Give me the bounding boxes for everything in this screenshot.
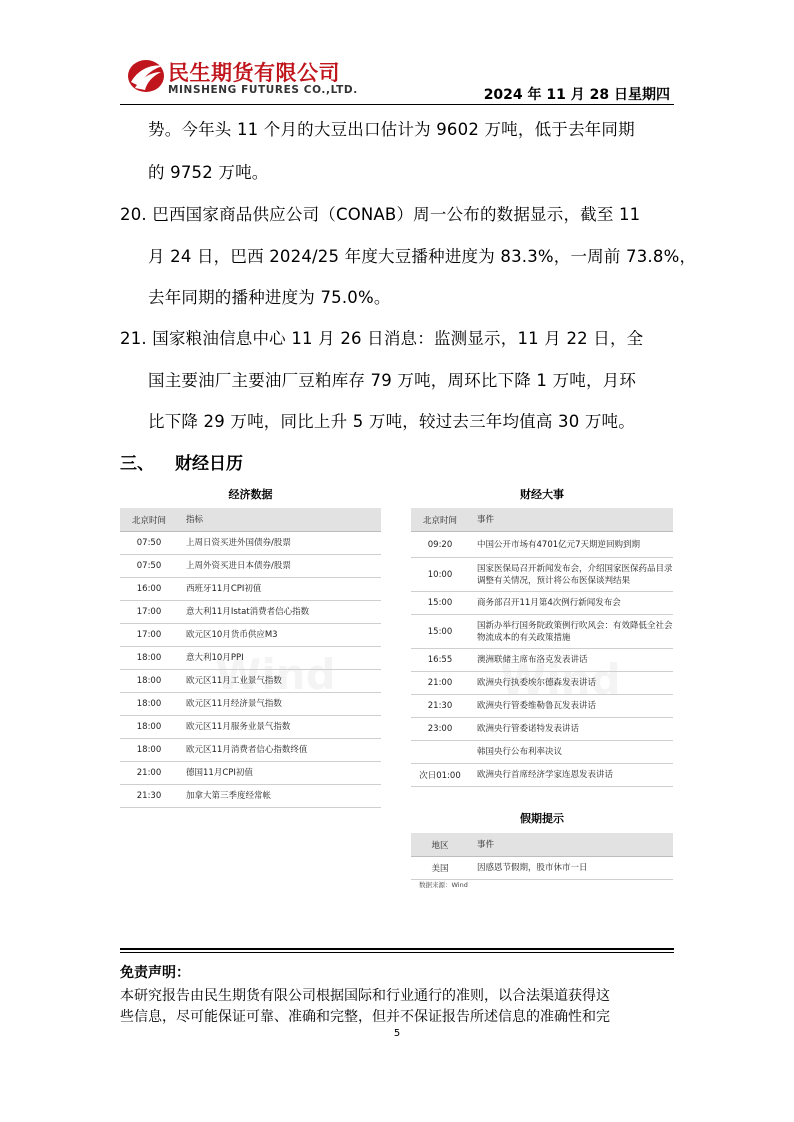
item-cell: 意大利10月PPI bbox=[178, 647, 381, 670]
column-header: 指标 bbox=[178, 508, 381, 532]
time-cell: 18:00 bbox=[120, 693, 178, 716]
item-cell: 欧洲央行管委维勒鲁瓦发表讲话 bbox=[469, 695, 673, 718]
table-row bbox=[411, 672, 673, 695]
disclaimer-text-line: 些信息，尽可能保证可靠、准确和完整，但并不保证报告所述信息的准确性和完 bbox=[120, 1009, 610, 1025]
logo-company-name: 民生期货有限公司 bbox=[168, 61, 340, 85]
column-header: 事件 bbox=[469, 833, 673, 857]
table-row bbox=[411, 592, 673, 615]
time-cell: 16:55 bbox=[411, 649, 469, 672]
table-row bbox=[120, 647, 381, 670]
item-cell: 欧洲央行执委埃尔德森发表讲话 bbox=[469, 672, 673, 695]
time-cell: 07:50 bbox=[120, 555, 178, 578]
body-text-line: 去年同期的播种进度为 75.0%。 bbox=[148, 288, 391, 307]
table-header-row bbox=[411, 508, 673, 532]
item-cell: 欧元区11月服务业景气指数 bbox=[178, 716, 381, 739]
item-cell: 国家医保局召开新闻发布会，介绍国家医保药品目录调整有关情况，预计将公布医保谈判结果 bbox=[469, 558, 673, 592]
body-text-line: 国主要油厂主要油厂豆粕库存 79 万吨，周环比下降 1 万吨，月环 bbox=[148, 371, 637, 390]
time-cell: 21:30 bbox=[411, 695, 469, 718]
table-row bbox=[411, 695, 673, 718]
table-row bbox=[411, 764, 673, 787]
section-heading bbox=[120, 449, 243, 474]
list-item-20: 20. 巴西国家商品供应公司（CONAB）周一公布的数据显示，截至 11 bbox=[120, 205, 641, 224]
time-cell: 18:00 bbox=[120, 670, 178, 693]
data-source-note: 数据来源：Wind bbox=[419, 881, 468, 889]
header-divider bbox=[120, 104, 674, 105]
table-row bbox=[120, 785, 381, 808]
body-text-line: 的 9752 万吨。 bbox=[148, 163, 269, 182]
time-cell bbox=[411, 741, 469, 764]
body-text-line: 比下降 29 万吨，同比上升 5 万吨，较过去三年均值高 30 万吨。 bbox=[148, 412, 635, 431]
disclaimer-title: 免责声明： bbox=[120, 965, 190, 981]
item-cell: 欧元区11月经济景气指数 bbox=[178, 693, 381, 716]
holiday-table bbox=[411, 833, 673, 880]
table-row bbox=[120, 578, 381, 601]
company-logo-icon bbox=[127, 58, 165, 94]
time-cell: 21:00 bbox=[411, 672, 469, 695]
item-cell: 商务部召开11月第4次例行新闻发布会 bbox=[469, 592, 673, 615]
table-row bbox=[411, 558, 673, 592]
table-row bbox=[411, 857, 673, 880]
table-row bbox=[120, 555, 381, 578]
logo-company-name-en: MINSHENG FUTURES CO.,LTD. bbox=[168, 84, 358, 96]
section-title: 财经日历 bbox=[175, 454, 243, 474]
item-cell: 德国11月CPI初值 bbox=[178, 762, 381, 785]
table-row bbox=[120, 624, 381, 647]
economic-data-table bbox=[120, 508, 381, 808]
item-cell: 中国公开市场有4701亿元7天期逆回购到期 bbox=[469, 532, 673, 558]
time-cell: 23:00 bbox=[411, 718, 469, 741]
table-row bbox=[411, 741, 673, 764]
table-row bbox=[411, 718, 673, 741]
item-cell: 欧元区11月消费者信心指数终值 bbox=[178, 739, 381, 762]
time-cell: 15:00 bbox=[411, 592, 469, 615]
table-row bbox=[120, 739, 381, 762]
time-cell: 美国 bbox=[411, 857, 469, 880]
list-item-21: 21. 国家粮油信息中心 11 月 26 日消息：监测显示，11 月 22 日，全 bbox=[120, 329, 644, 348]
time-cell: 次日01:00 bbox=[411, 764, 469, 787]
report-date: 2024 年 11 月 28 日星期四 bbox=[483, 87, 670, 103]
item-cell: 意大利11月Istat消费者信心指数 bbox=[178, 601, 381, 624]
time-cell: 18:00 bbox=[120, 739, 178, 762]
body-text-line: 月 24 日，巴西 2024/25 年度大豆播种进度为 83.3%，一周前 73.8%， bbox=[148, 247, 697, 266]
table-row bbox=[120, 532, 381, 555]
time-cell: 10:00 bbox=[411, 558, 469, 592]
item-cell: 欧洲央行管委诺特发表讲话 bbox=[469, 718, 673, 741]
time-cell: 21:00 bbox=[120, 762, 178, 785]
table-row bbox=[120, 716, 381, 739]
table-header-row bbox=[411, 833, 673, 857]
time-cell: 17:00 bbox=[120, 601, 178, 624]
table-header-row bbox=[120, 508, 381, 532]
disclaimer-text-line: 本研究报告由民生期货有限公司根据国际和行业通行的准则，以合法渠道获得这 bbox=[120, 988, 610, 1004]
column-header: 北京时间 bbox=[120, 508, 178, 532]
item-cell: 上周外资买进日本债券/股票 bbox=[178, 555, 381, 578]
table-row bbox=[411, 532, 673, 558]
table-row bbox=[411, 615, 673, 649]
time-cell: 15:00 bbox=[411, 615, 469, 649]
time-cell: 18:00 bbox=[120, 647, 178, 670]
column-header: 北京时间 bbox=[411, 508, 469, 532]
time-cell: 18:00 bbox=[120, 716, 178, 739]
table-row bbox=[120, 601, 381, 624]
item-cell: 上周日资买进外国债券/股票 bbox=[178, 532, 381, 555]
time-cell: 09:20 bbox=[411, 532, 469, 558]
footer-divider bbox=[120, 948, 674, 950]
body-text-line: 势。今年头 11 个月的大豆出口估计为 9602 万吨，低于去年同期 bbox=[148, 120, 635, 139]
item-cell: 澳洲联储主席布洛克发表讲话 bbox=[469, 649, 673, 672]
item-cell: 欧元区10月货币供应M3 bbox=[178, 624, 381, 647]
time-cell: 07:50 bbox=[120, 532, 178, 555]
time-cell: 21:30 bbox=[120, 785, 178, 808]
table-row bbox=[120, 762, 381, 785]
footer-divider bbox=[120, 952, 674, 953]
item-cell: 韩国央行公布利率决议 bbox=[469, 741, 673, 764]
table-row bbox=[120, 693, 381, 716]
item-cell: 因感恩节假期，股市休市一日 bbox=[469, 857, 673, 880]
holiday-table-title: 假期提示 bbox=[520, 812, 564, 825]
item-cell: 欧洲央行首席经济学家连恩发表讲话 bbox=[469, 764, 673, 787]
econ-table-title: 经济数据 bbox=[228, 488, 273, 501]
time-cell: 16:00 bbox=[120, 578, 178, 601]
financial-events-table bbox=[411, 508, 673, 787]
table-row bbox=[120, 670, 381, 693]
item-cell: 国新办举行国务院政策例行吹风会：有效降低全社会物流成本的有关政策措施 bbox=[469, 615, 673, 649]
time-cell: 17:00 bbox=[120, 624, 178, 647]
table-row bbox=[411, 649, 673, 672]
events-table-title: 财经大事 bbox=[520, 488, 564, 501]
column-header: 事件 bbox=[469, 508, 673, 532]
item-cell: 西班牙11月CPI初值 bbox=[178, 578, 381, 601]
item-cell: 加拿大第三季度经常帐 bbox=[178, 785, 381, 808]
page-number: 5 bbox=[393, 1028, 401, 1039]
column-header: 地区 bbox=[411, 833, 469, 857]
item-cell: 欧元区11月工业景气指数 bbox=[178, 670, 381, 693]
section-number: 三、 bbox=[120, 454, 154, 474]
